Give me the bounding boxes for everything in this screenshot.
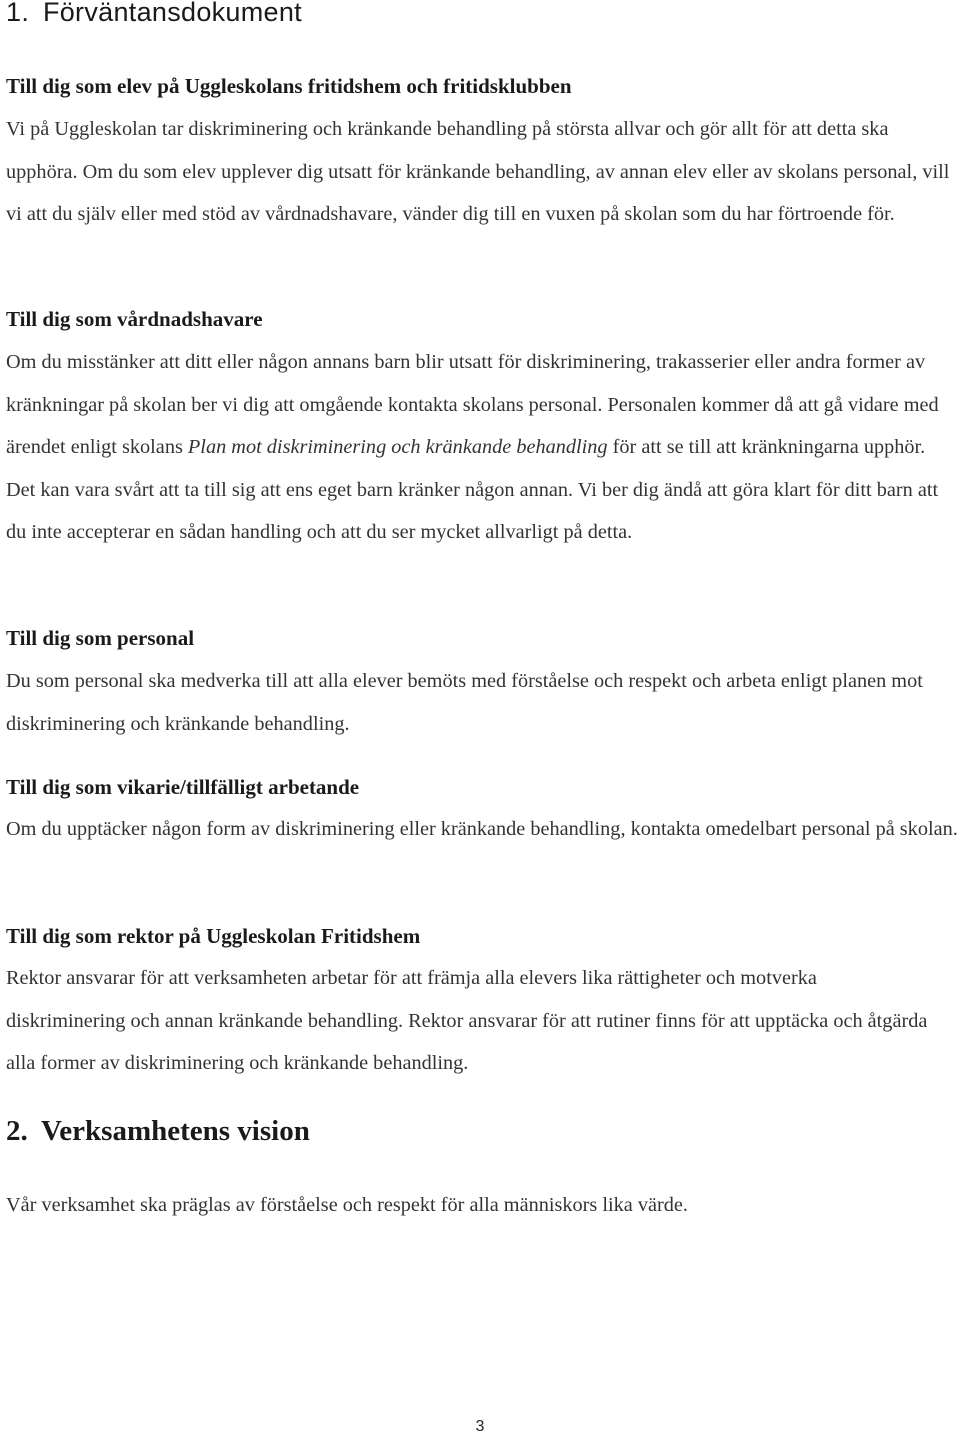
page-number: 3 [475,1418,485,1435]
section-1-heading [6,0,302,28]
vardnadshavare-heading: Till dig som vårdnadshavare [6,307,263,331]
vision-paragraph: Vår verksamhet ska präglas av förståelse och respekt för alla människors lika värde. [6,1194,688,1216]
section-2-number: 2. [6,1115,28,1147]
vardnadshavare-paragraph [6,341,958,554]
vikarie-heading: Till dig som vikarie/tillfälligt arbetande [6,775,360,799]
plan-title: Plan mot diskriminering och kränkande behandling [187,436,608,458]
vardnadshavare-text-1: Om du misstänker att ditt eller någon annans barn blir utsatt för diskriminering, trakasserier eller andra former av kränkningar på skolan ber vi dig att omgående kontakta skolans personal. Personalen kommer då att gå vidare med ärendet enligt skolans [6,351,939,458]
personal-heading: Till dig som personal [6,626,195,650]
personal-paragraph: Du som personal ska medverka till att alla elever bemöts med förståelse och respekt och arbeta enligt planen mot diskriminering och kränkande behandling. [6,670,923,735]
section-2-title: Verksamhetens vision [41,1115,310,1147]
section-2-heading [6,1115,310,1148]
rektor-heading: Till dig som rektor på Uggleskolan Fritidshem [6,924,421,948]
section-1-number: 1. [6,0,30,27]
rektor-paragraph: Rektor ansvarar för att verksamheten arbetar för att främja alla elevers lika rättigheter och motverka diskriminering och annan kränkande behandling. Rektor ansvarar för att rutiner finns för att upptäcka och åtgärda alla former av diskriminering och kränkande behandling. [6,967,928,1074]
vardnadshavare-text-2: för att se till att kränkningarna upphör. Det kan vara svårt att ta till sig att ens eget barn kränker någon annan. Vi ber dig ändå att göra klart för ditt barn att du inte accepterar en sådan handling och att du ser mycket allvarligt på detta. [6,436,939,543]
elev-heading: Till dig som elev på Uggleskolans fritidshem och fritidsklubben [6,74,572,98]
vikarie-paragraph: Om du upptäcker någon form av diskriminering eller kränkande behandling, kontakta omedelbart personal på skolan. [6,818,958,840]
elev-paragraph: Vi på Uggleskolan tar diskriminering och kränkande behandling på största allvar och gör allt för att detta ska upphöra. Om du som elev upplever dig utsatt för kränkande behandling, av annan elev eller av skolans personal, vill vi att du själv eller med stöd av vårdnadshavare, vänder dig till en vuxen på skolan som du har förtroende för. [6,118,950,225]
section-1-title: Förväntansdokument [42,0,302,27]
